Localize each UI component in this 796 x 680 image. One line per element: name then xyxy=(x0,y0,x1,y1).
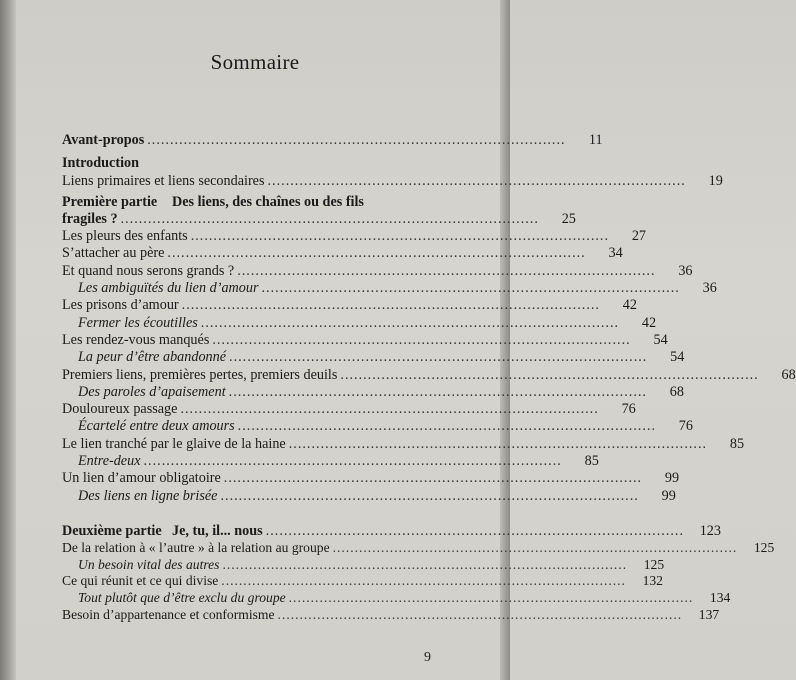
toc-page: 134 xyxy=(709,590,731,606)
toc-page: 27 xyxy=(631,228,646,245)
leader-dots: ............................................................................................ xyxy=(267,172,686,189)
leader-dots: ............................................................................................ xyxy=(180,401,599,418)
leader-dots: ............................................................................................ xyxy=(221,573,626,589)
leader-dots: ............................................................................................ xyxy=(222,556,628,572)
toc-page: 42 xyxy=(641,314,657,331)
toc-label: Avant-propos xyxy=(62,132,145,148)
leader-dots: ............................................................................................ xyxy=(261,280,680,297)
toc-label: Des paroles d’apaisement xyxy=(78,383,226,400)
part1-entries xyxy=(62,228,796,505)
leader-dots: ............................................................................................ xyxy=(167,245,586,262)
part2-heading xyxy=(62,522,721,540)
leader-dots: ............................................................................................ xyxy=(237,418,656,435)
toc-label: Un besoin vital des autres xyxy=(78,556,220,572)
leader-dots: ............................................................................................ xyxy=(223,470,643,487)
leader-dots: ............................................................................................ xyxy=(340,366,759,383)
toc-row-intro xyxy=(62,172,723,190)
toc-label: Les prisons d’amour xyxy=(62,297,179,314)
leader-dots: ............................................................................................ xyxy=(265,522,684,539)
toc-label: S’attacher au père xyxy=(62,245,165,262)
toc-page: 19 xyxy=(708,172,723,189)
toc-page: 54 xyxy=(670,349,685,366)
toc-row xyxy=(62,366,796,384)
leader-dots: ............................................................................................ xyxy=(190,228,609,245)
toc-label: Tout plutôt que d’être exclu du groupe xyxy=(78,590,286,606)
leader-dots: ............................................................................................ xyxy=(277,606,683,622)
toc-row xyxy=(62,314,657,332)
toc-row xyxy=(62,297,637,314)
toc-page: 99 xyxy=(664,470,680,487)
toc-page: 68 xyxy=(669,383,684,400)
toc-row xyxy=(62,245,623,262)
toc-row xyxy=(62,280,717,297)
toc-row xyxy=(62,487,676,505)
toc-page: 54 xyxy=(653,331,668,348)
part2-entries xyxy=(62,540,775,623)
leader-dots: ............................................................................................ xyxy=(120,210,539,227)
toc-label: Entre-deux xyxy=(78,453,141,470)
toc-row xyxy=(62,349,685,366)
toc-label: Un lien d’amour obligatoire xyxy=(62,470,221,487)
toc-row xyxy=(62,540,775,557)
part2-name: Deuxième partie xyxy=(62,522,162,539)
toc-row xyxy=(62,470,680,487)
toc-label: Ce qui réunit et ce qui divise xyxy=(62,573,219,589)
leader-dots: ............................................................................................ xyxy=(181,297,600,314)
toc-label: Le lien tranché par le glaive de la haine xyxy=(62,435,286,452)
toc-label: Les ambiguïtés du lien d’amour xyxy=(78,280,259,297)
toc-row xyxy=(62,435,745,453)
toc-page: 137 xyxy=(698,606,720,622)
toc-label: Besoin d’appartenance et conformisme xyxy=(62,606,275,622)
leader-dots: ............................................................................................ xyxy=(228,383,647,400)
toc-row xyxy=(62,418,693,435)
toc-page: 85 xyxy=(584,453,599,470)
toc-label: Liens primaires et liens secondaires xyxy=(62,172,265,189)
toc-page: 125 xyxy=(643,556,665,572)
toc-row-avant-propos xyxy=(62,132,603,149)
toc-page: 25 xyxy=(561,210,576,227)
leader-dots: ............................................................................................ xyxy=(332,540,738,556)
toc-row xyxy=(62,331,668,349)
toc-label: Et quand nous serons grands ? xyxy=(62,262,235,279)
leader-dots: ............................................................................................ xyxy=(147,132,566,148)
toc-page: 85 xyxy=(729,435,745,452)
toc-page: 76 xyxy=(678,418,693,435)
introduction-heading: Introduction xyxy=(62,155,139,172)
toc-row xyxy=(62,383,684,401)
toc-page: 132 xyxy=(642,573,663,589)
toc-row xyxy=(62,573,663,590)
toc-label: De la relation à « l’autre » à la relation au groupe xyxy=(62,540,330,556)
part1-title-cont xyxy=(62,210,576,228)
page-title: Sommaire xyxy=(210,50,300,74)
part1-heading xyxy=(62,193,576,228)
toc-page: 123 xyxy=(699,522,721,539)
part1-name: Première partie xyxy=(62,193,158,210)
toc-page: 125 xyxy=(753,540,775,556)
toc-row xyxy=(62,556,665,574)
toc-label: Écartelé entre deux amours xyxy=(78,418,235,435)
toc-row xyxy=(62,262,693,280)
toc-page: 36 xyxy=(678,262,693,279)
leader-dots: ............................................................................................ xyxy=(212,331,631,348)
toc-page: 34 xyxy=(608,245,623,262)
toc-page: 42 xyxy=(622,297,637,314)
toc-label: Premiers liens, premières pertes, premiers deuils xyxy=(62,366,338,383)
toc-page: 36 xyxy=(702,280,717,297)
toc-row xyxy=(62,590,731,607)
table-of-contents xyxy=(62,132,796,623)
part1-title-line2: fragiles ? xyxy=(62,210,118,227)
toc-label: Les pleurs des enfants xyxy=(62,228,188,245)
toc-row xyxy=(62,401,636,418)
toc-page: 76 xyxy=(621,401,636,418)
leader-dots: ............................................................................................ xyxy=(220,487,639,504)
toc-label: Fermer les écoutilles xyxy=(78,314,198,331)
toc-label: Les rendez-vous manqués xyxy=(62,331,210,348)
leader-dots: ............................................................................................ xyxy=(229,349,648,366)
leader-dots: ............................................................................................ xyxy=(200,314,620,331)
page-number: 9 xyxy=(424,650,431,665)
leader-dots: ............................................................................................ xyxy=(288,435,708,452)
toc-row xyxy=(62,228,646,245)
toc-label: Douloureux passage xyxy=(62,401,178,418)
leader-dots: ............................................................................................ xyxy=(288,590,694,606)
toc-page: 99 xyxy=(661,487,676,504)
toc-row xyxy=(62,453,599,470)
part1-title-line1: Des liens, des chaînes ou des fils xyxy=(172,193,364,210)
leader-dots: ............................................................................................ xyxy=(143,453,562,470)
part2-title: Je, tu, il... nous xyxy=(172,522,263,539)
toc-page: 68 xyxy=(781,366,796,383)
book-spine-shadow xyxy=(0,0,16,680)
toc-label: La peur d’être abandonné xyxy=(78,349,227,366)
toc-label: Des liens en ligne brisée xyxy=(78,487,218,504)
toc-row xyxy=(62,606,720,624)
toc-page: 11 xyxy=(588,132,603,148)
leader-dots: ............................................................................................ xyxy=(237,262,656,279)
